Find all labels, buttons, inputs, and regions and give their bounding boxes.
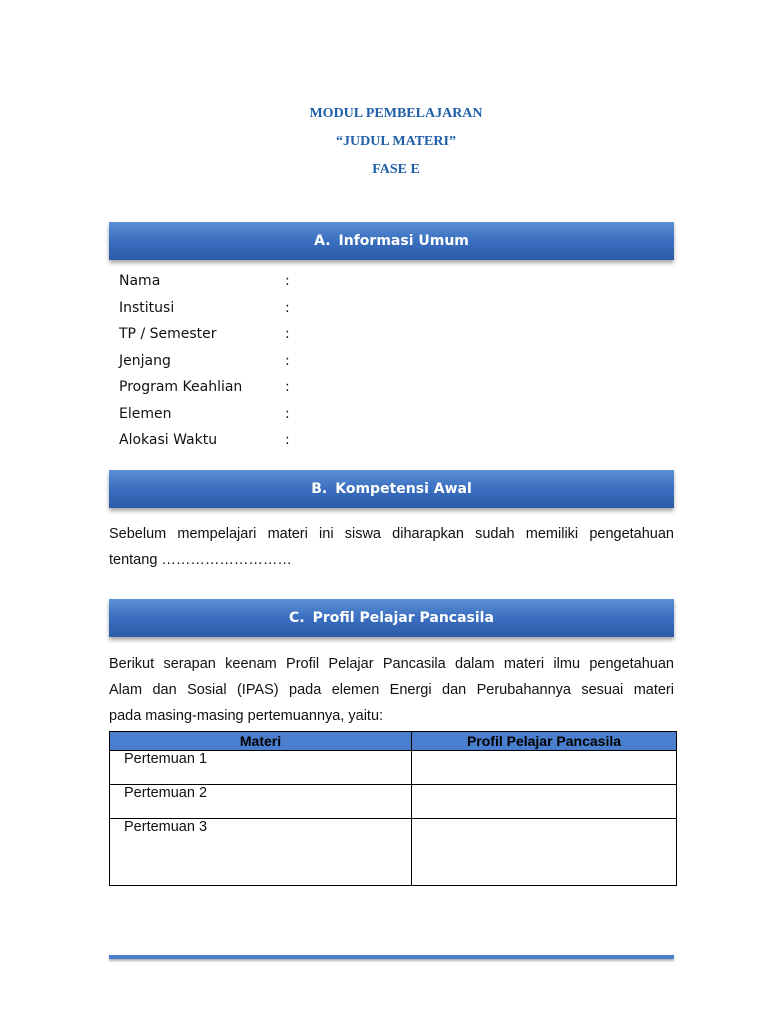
profil-cell: [412, 819, 677, 886]
info-separator: :: [285, 352, 290, 369]
info-separator: :: [285, 379, 290, 395]
info-separator: :: [285, 299, 290, 316]
info-row-nama: [119, 268, 619, 295]
info-row-elemen: [119, 401, 619, 428]
title-line-2: “JUDUL MATERI”: [336, 134, 456, 149]
info-separator: :: [285, 432, 290, 448]
info-label: Alokasi Waktu: [119, 432, 218, 448]
info-row-institusi: [119, 295, 619, 322]
info-label: Nama: [119, 273, 161, 289]
column-header-materi: Materi: [110, 732, 412, 751]
section-c-header: [109, 599, 674, 637]
paragraph-line: pada masing-masing pertemuannya, yaitu:: [109, 708, 384, 724]
section-b-header: [109, 470, 674, 508]
materi-cell: Pertemuan 1: [110, 751, 412, 785]
table-header-row: [110, 732, 677, 751]
section-a-header: [109, 222, 674, 260]
profil-paragraph: [109, 651, 674, 729]
info-label: Institusi: [119, 299, 175, 316]
info-label: Jenjang: [119, 352, 171, 369]
info-separator: :: [285, 326, 290, 342]
kompetensi-paragraph: [109, 521, 674, 573]
section-c-title: Profil Pelajar Pancasila: [312, 610, 494, 626]
paragraph-line: Berikut serapan keenam Profil Pelajar Pancasila dalam materi ilmu pengetahuan: [109, 656, 674, 672]
info-row-tp-semester: [119, 321, 619, 348]
section-a-letter: A.: [314, 233, 331, 249]
paragraph-line: Sebelum mempelajari materi ini siswa diharapkan sudah memiliki pengetahuan: [109, 526, 674, 542]
profil-cell: [412, 751, 677, 785]
info-list: [119, 268, 619, 454]
paragraph-line: tentang ………………………: [109, 552, 292, 568]
section-b-title: Kompetensi Awal: [335, 481, 472, 497]
footer-divider: [109, 955, 674, 959]
info-row-jenjang: [119, 348, 619, 375]
profil-cell: [412, 785, 677, 819]
column-header-profil: Profil Pelajar Pancasila: [412, 732, 677, 751]
paragraph-line: Alam dan Sosial (IPAS) pada elemen Energi dan Perubahannya sesuai materi: [109, 682, 674, 698]
title-line-3: FASE E: [372, 162, 420, 177]
profil-table: [109, 731, 677, 886]
title-line-1: MODUL PEMBELAJARAN: [309, 106, 483, 121]
info-row-alokasi-waktu: [119, 427, 619, 454]
info-label: TP / Semester: [119, 326, 217, 342]
info-label: Program Keahlian: [119, 379, 243, 395]
table-row: [110, 751, 677, 785]
info-row-program-keahlian: [119, 374, 619, 401]
materi-cell: Pertemuan 3: [110, 819, 412, 886]
info-separator: :: [285, 405, 290, 422]
section-a-title: Informasi Umum: [338, 233, 469, 249]
materi-cell: Pertemuan 2: [110, 785, 412, 819]
section-c-letter: C.: [289, 610, 305, 626]
document-title: [0, 100, 768, 184]
info-separator: :: [285, 273, 290, 289]
table-row: [110, 819, 677, 886]
info-label: Elemen: [119, 405, 172, 422]
section-b-letter: B.: [311, 481, 328, 497]
table-row: [110, 785, 677, 819]
